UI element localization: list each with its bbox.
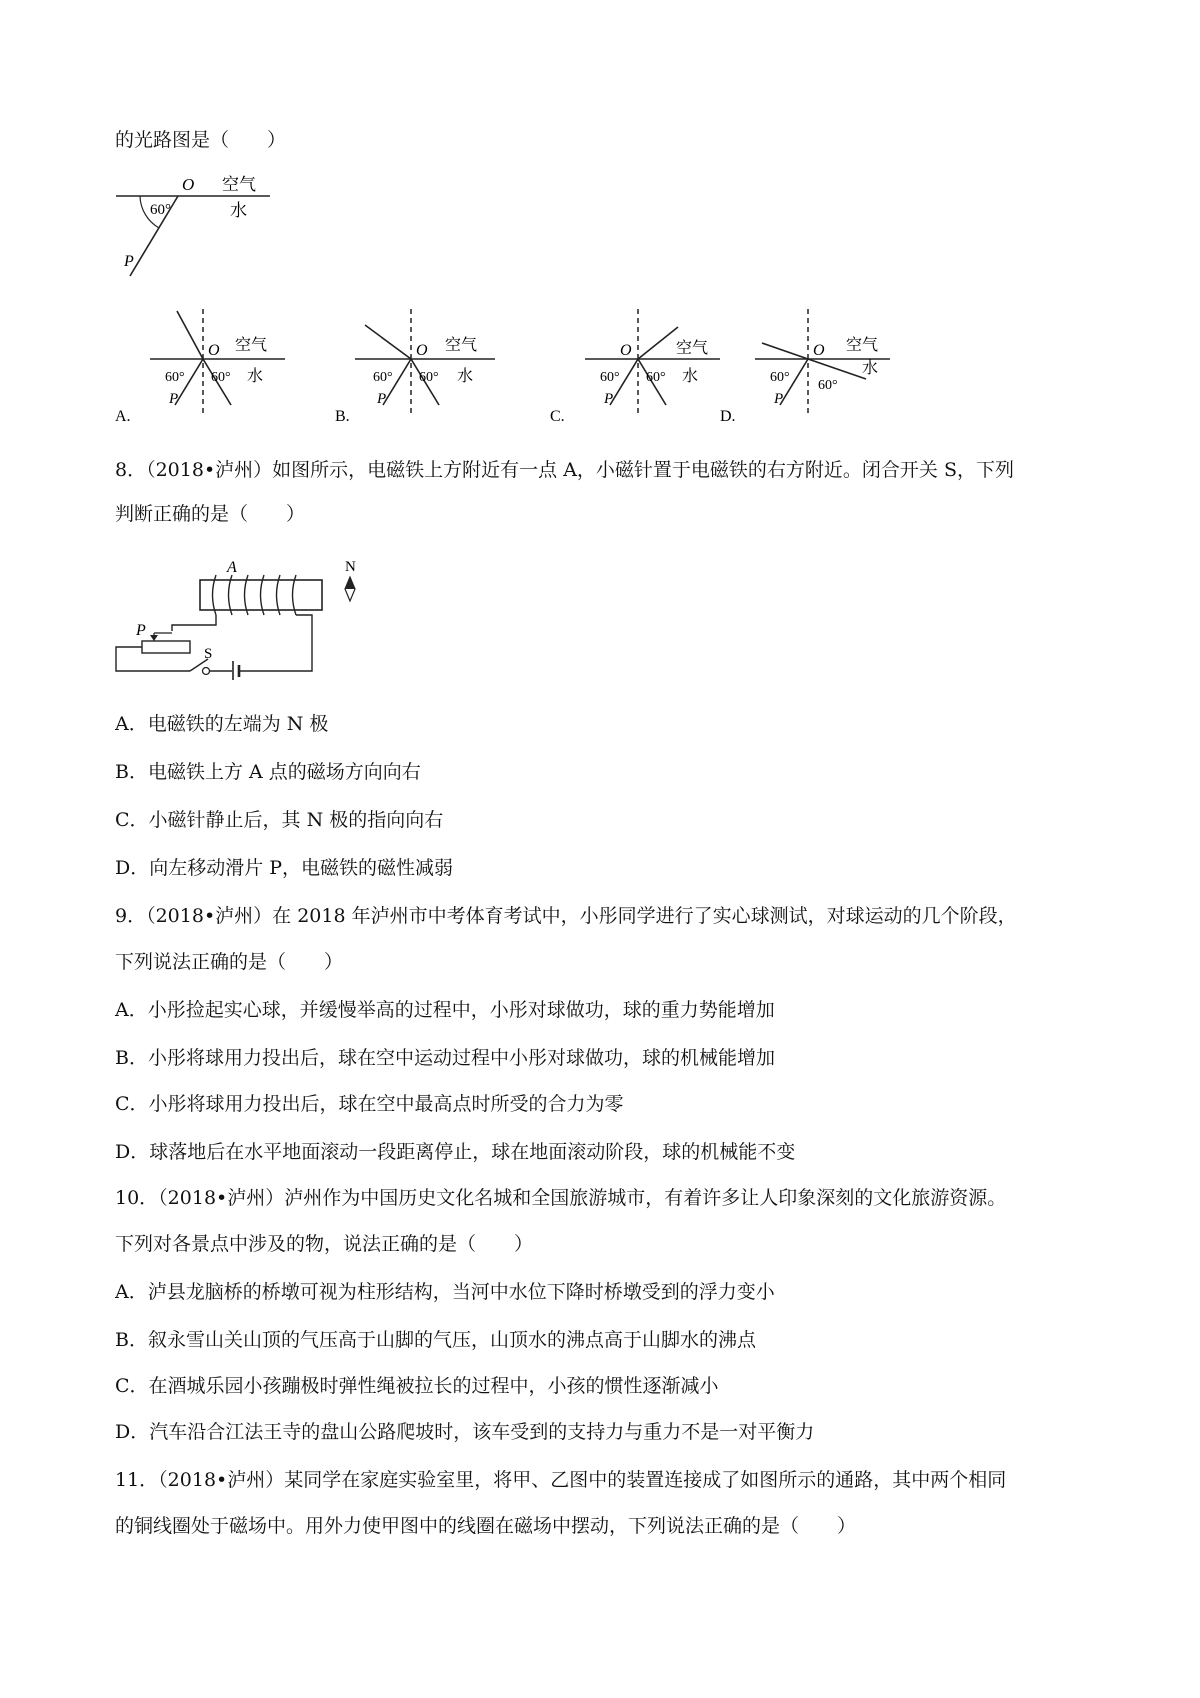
q8-s-label: S — [204, 646, 213, 662]
q7-d-angle-right: 60° — [818, 378, 838, 393]
q7-a-water-label: 水 — [247, 368, 264, 385]
q7-a-angle-right: 60° — [211, 370, 231, 385]
q8-circuit-figure — [112, 555, 372, 680]
q7-c-letter: C. — [550, 408, 565, 423]
q7-d-water-label: 水 — [862, 360, 879, 377]
q9-option-c: C．小彤将球用力投出后，球在空中最高点时所受的合力为零 — [115, 1093, 624, 1115]
q9-option-b: B．小彤将球用力投出后，球在空中运动过程中小彤对球做功，球的机械能增加 — [115, 1047, 775, 1069]
q7-a-angle-left: 60° — [165, 370, 185, 385]
q8-p-label: P — [136, 622, 146, 639]
q7-option-a-figure — [115, 305, 295, 423]
q7-option-d-figure — [720, 305, 900, 423]
q7-main-water-label: 水 — [230, 201, 247, 220]
q7-b-air-label: 空气 — [445, 337, 478, 354]
q9-option-d: D．球落地后在水平地面滚动一段距离停止，球在地面滚动阶段，球的机械能不变 — [115, 1141, 796, 1163]
q8-a-point-label: A — [227, 559, 237, 576]
q7-d-p-label: P — [774, 391, 784, 407]
q7-main-p-label: P — [124, 253, 134, 270]
q8-option-a: A．电磁铁的左端为 N 极 — [115, 713, 329, 735]
q7-c-angle-right: 60° — [646, 370, 666, 385]
q7-stem-tail: 的光路图是（ ） — [115, 129, 287, 151]
q7-c-o-label: O — [620, 342, 632, 359]
q10-option-a: A．泸县龙脑桥的桥墩可视为柱形结构，当河中水位下降时桥墩受到的浮力变小 — [115, 1281, 775, 1303]
q7-main-angle-label: 60° — [150, 202, 171, 218]
q7-main-o-label: O — [182, 175, 195, 194]
q8-option-b: B．电磁铁上方 A 点的磁场方向向右 — [115, 761, 421, 783]
q7-b-angle-right: 60° — [419, 370, 439, 385]
q7-a-letter: A. — [115, 408, 131, 423]
q7-b-p-label: P — [377, 391, 387, 407]
q7-c-water-label: 水 — [682, 368, 699, 385]
q7-b-water-label: 水 — [457, 368, 474, 385]
q8-option-d: D．向左移动滑片 P，电磁铁的磁性减弱 — [115, 857, 454, 879]
q8-option-c: C．小磁针静止后，其 N 极的指向向右 — [115, 809, 444, 831]
q9-stem-line-2: 下列说法正确的是（ ） — [115, 951, 344, 973]
q7-main-air-label: 空气 — [222, 175, 256, 194]
q7-main-figure — [112, 168, 272, 278]
q11-stem-line-1: 11．（2018•泸州）某同学在家庭实验室里，将甲、乙图中的装置连接成了如图所示的通路，其中两个相同 — [115, 1469, 1007, 1491]
q7-c-angle-left: 60° — [600, 370, 620, 385]
q8-stem-line-2: 判断正确的是（ ） — [115, 503, 306, 525]
q7-a-o-label: O — [208, 342, 220, 359]
q9-option-a: A．小彤捡起实心球，并缓慢举高的过程中，小彤对球做功，球的重力势能增加 — [115, 999, 775, 1021]
q7-d-letter: D. — [720, 408, 736, 423]
q10-stem-line-2: 下列对各景点中涉及的物，说法正确的是（ ） — [115, 1233, 534, 1255]
q7-c-p-label: P — [604, 391, 614, 407]
q7-b-letter: B. — [335, 408, 350, 423]
q10-option-c: C．在酒城乐园小孩蹦极时弹性绳被拉长的过程中，小孩的惯性逐渐减小 — [115, 1375, 719, 1397]
q7-option-c-figure — [550, 305, 730, 423]
q7-option-b-figure — [335, 305, 515, 423]
q8-stem-line-1: 8．（2018•泸州）如图所示，电磁铁上方附近有一点 A，小磁针置于电磁铁的右方附近。闭合开关 S，下列 — [115, 459, 1014, 481]
q8-n-label: N — [345, 559, 356, 575]
q9-stem-line-1: 9．（2018•泸州）在 2018 年泸州市中考体育考试中，小彤同学进行了实心球测试，对球运动的几个阶段， — [115, 905, 1017, 927]
q7-b-angle-left: 60° — [373, 370, 393, 385]
q7-d-air-label: 空气 — [846, 337, 879, 354]
q7-a-p-label: P — [169, 391, 179, 407]
q7-d-angle-left: 60° — [770, 370, 790, 385]
q10-stem-line-1: 10．（2018•泸州）泸州作为中国历史文化名城和全国旅游城市，有着许多让人印象深刻的文化旅游资源。 — [115, 1187, 1007, 1209]
q7-a-air-label: 空气 — [235, 337, 268, 354]
q7-b-o-label: O — [416, 342, 428, 359]
q10-option-b: B．叙永雪山关山顶的气压高于山脚的气压，山顶水的沸点高于山脚水的沸点 — [115, 1329, 756, 1351]
q10-option-d: D．汽车沿合江法王寺的盘山公路爬坡时，该车受到的支持力与重力不是一对平衡力 — [115, 1421, 815, 1443]
q7-c-air-label: 空气 — [676, 340, 709, 357]
q11-stem-line-2: 的铜线圈处于磁场中。用外力使甲图中的线圈在磁场中摆动，下列说法正确的是（ ） — [115, 1515, 857, 1537]
q7-d-o-label: O — [813, 342, 825, 359]
